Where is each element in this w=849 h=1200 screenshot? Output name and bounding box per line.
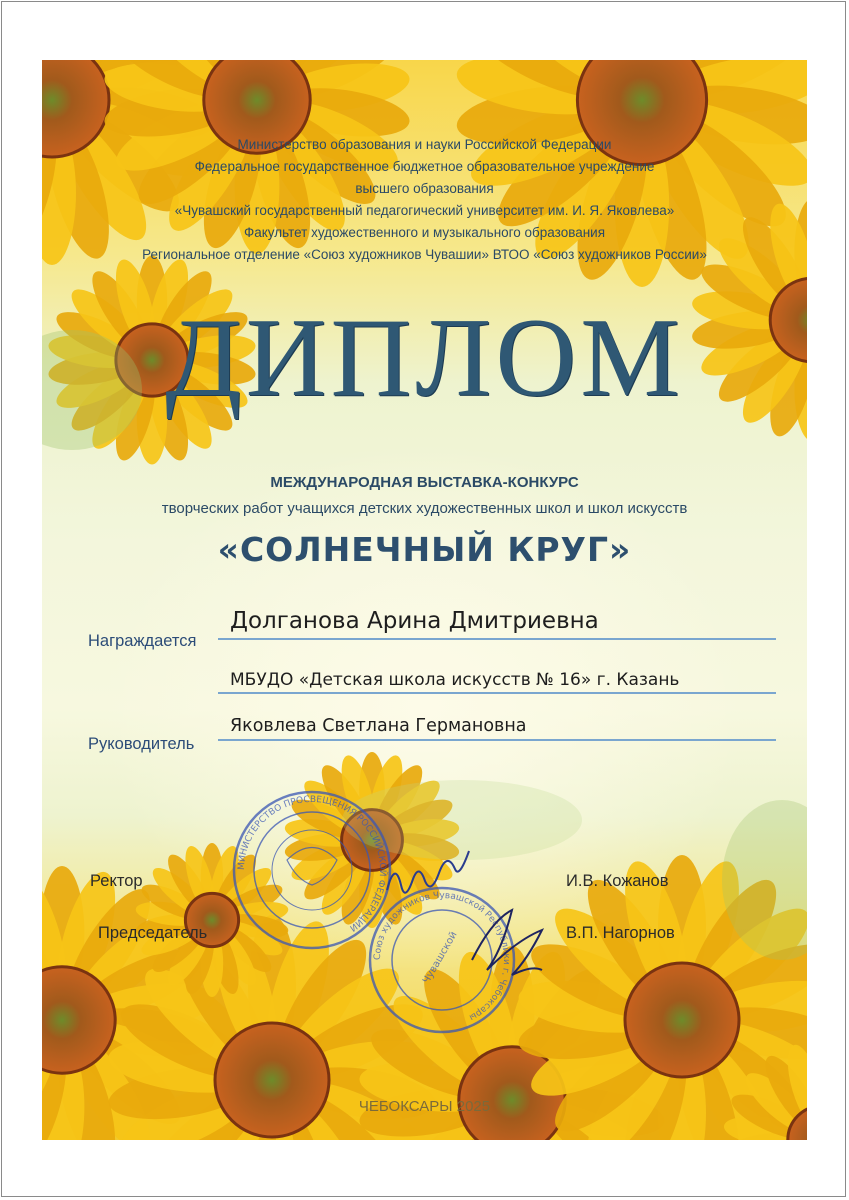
diploma-sheet <box>42 60 807 1140</box>
rector-label: Ректор <box>90 872 143 890</box>
issuer-line: Факультет художественного и музыкального образования <box>243 225 606 240</box>
svg-text:Чувашской: Чувашской <box>421 929 460 986</box>
contest-description: творческих работ учащихся детских художественных школ и школ искусств <box>161 500 688 517</box>
rector-signature <box>387 851 469 893</box>
awardee-name: Долганова Арина Дмитриевна <box>230 608 599 634</box>
awarded-label: Награждается <box>88 632 197 650</box>
issuer-line: высшего образования <box>355 181 494 196</box>
issuer-line: Региональное отделение «Союз художников Чувашии» ВТОО «Союз художников России» <box>142 247 707 262</box>
university-stamp <box>234 792 390 948</box>
contest-name: «СОЛНЕЧНЫЙ КРУГ» <box>217 530 632 569</box>
svg-text:Союз художников Чувашской Респ: Союз художников Чувашской Республики г. Чебоксары <box>372 890 512 1023</box>
contest-type: МЕЖДУНАРОДНАЯ ВЫСТАВКА-КОНКУРС <box>270 474 579 491</box>
supervisor-name: Яковлева Светлана Германовна <box>230 716 527 736</box>
stamps-and-signatures <box>42 60 807 1140</box>
issuer-line: Федеральное государственное бюджетное образовательное учреждение <box>194 159 655 174</box>
city-year: ЧЕБОКСАРЫ 2025 <box>358 1098 491 1115</box>
chair-name: В.П. Нагорнов <box>566 924 675 942</box>
supervisor-label: Руководитель <box>88 735 195 753</box>
svg-text:МИНИСТЕРСТВО ПРОСВЕЩЕНИЯ РОССИ: МИНИСТЕРСТВО ПРОСВЕЩЕНИЯ РОССИЙСКОЙ ФЕДЕРАЦИИ <box>236 794 388 933</box>
diploma-title: ДИПЛОМ <box>165 296 684 420</box>
school-name: МБУДО «Детская школа искусств № 16» г. Казань <box>230 670 680 690</box>
issuer-line: Министерство образования и науки Российской Федерации <box>237 137 612 152</box>
diploma-content <box>42 60 807 1140</box>
issuer-line: «Чувашский государственный педагогический университет им. И. Я. Яковлева» <box>174 203 675 218</box>
chair-label: Председатель <box>98 924 208 942</box>
rector-name: И.В. Кожанов <box>566 872 669 890</box>
